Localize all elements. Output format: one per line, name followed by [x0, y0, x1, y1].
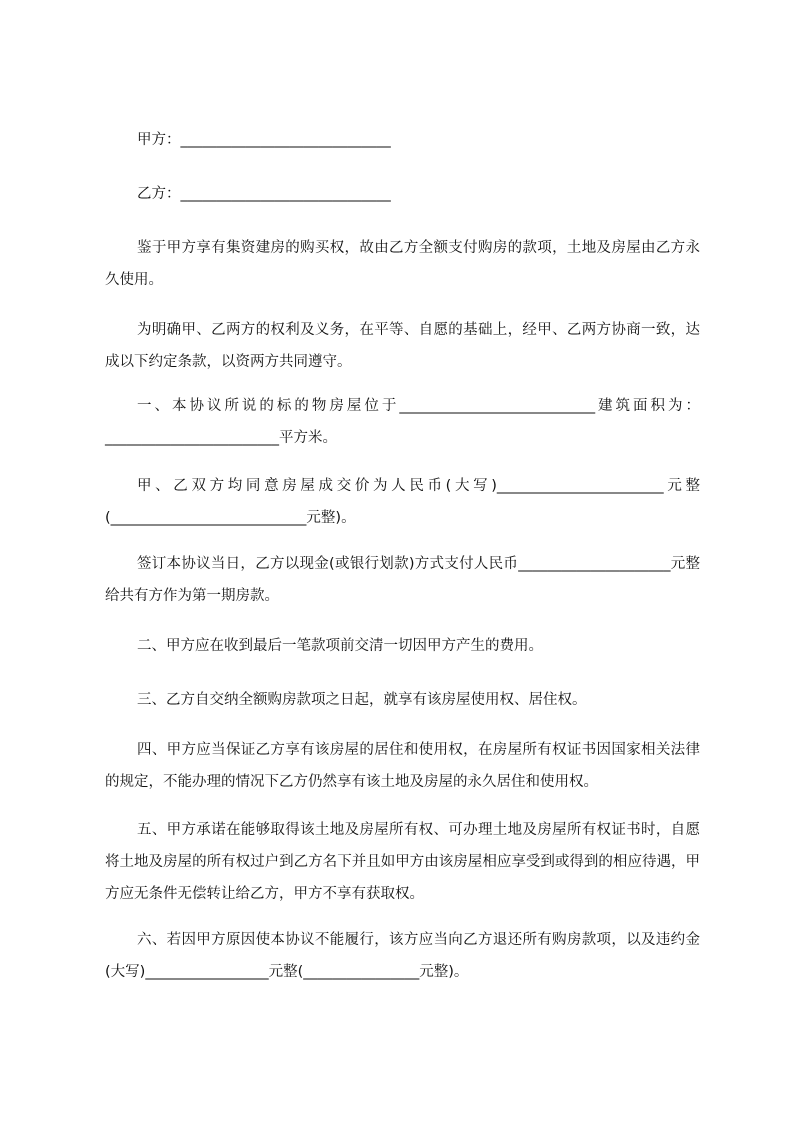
paragraph-price: 甲、乙双方均同意房屋成交价为人民币(大写)_______________________元整(___________________________元整)。	[105, 478, 700, 526]
paragraph-clause-3: 三、乙方自交纳全额购房款项之日起，就享有该房屋使用权、居住权。	[137, 692, 587, 708]
paragraph-clause-2: 二、甲方应在收到最后一笔款项前交清一切因甲方产生的费用。	[137, 638, 543, 654]
paragraph-clause-1: 一、本协议所说的标的物房屋位于___________________________建筑面积为：________________________平方米。	[105, 398, 700, 446]
paragraph-clause-6: 六、若因甲方原因使本协议不能履行，该方应当向乙方退还所有购房款项，以及违约金(大写)_________________元整(________________元整)。	[105, 932, 700, 980]
paragraph-first-payment: 签订本协议当日，乙方以现金(或银行划款)方式支付人民币_____________________元整给共有方作为第一期房款。	[105, 556, 700, 604]
party-b-line: 乙方：_____________________________	[137, 186, 391, 202]
paragraph-clause-5: 五、甲方承诺在能够取得该土地及房屋所有权、可办理土地及房屋所有权证书时，自愿将土地及房屋的所有权过户到乙方名下并且如甲方由该房屋相应享受到或得到的相应待遇，甲方应无条件无偿转让给乙方，甲方不享有获取权。	[105, 822, 700, 902]
paragraph-purpose: 为明确甲、乙两方的权利及义务，在平等、自愿的基础上，经甲、乙两方协商一致，达成以下约定条款，以资两方共同遵守。	[105, 322, 700, 370]
paragraph-clause-4: 四、甲方应当保证乙方享有该房屋的居住和使用权，在房屋所有权证书因国家相关法律的规定，不能办理的情况下乙方仍然享有该土地及房屋的永久居住和使用权。	[105, 742, 700, 790]
paragraph-preamble: 鉴于甲方享有集资建房的购买权，故由乙方全额支付购房的款项，土地及房屋由乙方永久使用。	[105, 240, 700, 288]
party-a-line: 甲方：_____________________________	[137, 132, 391, 148]
